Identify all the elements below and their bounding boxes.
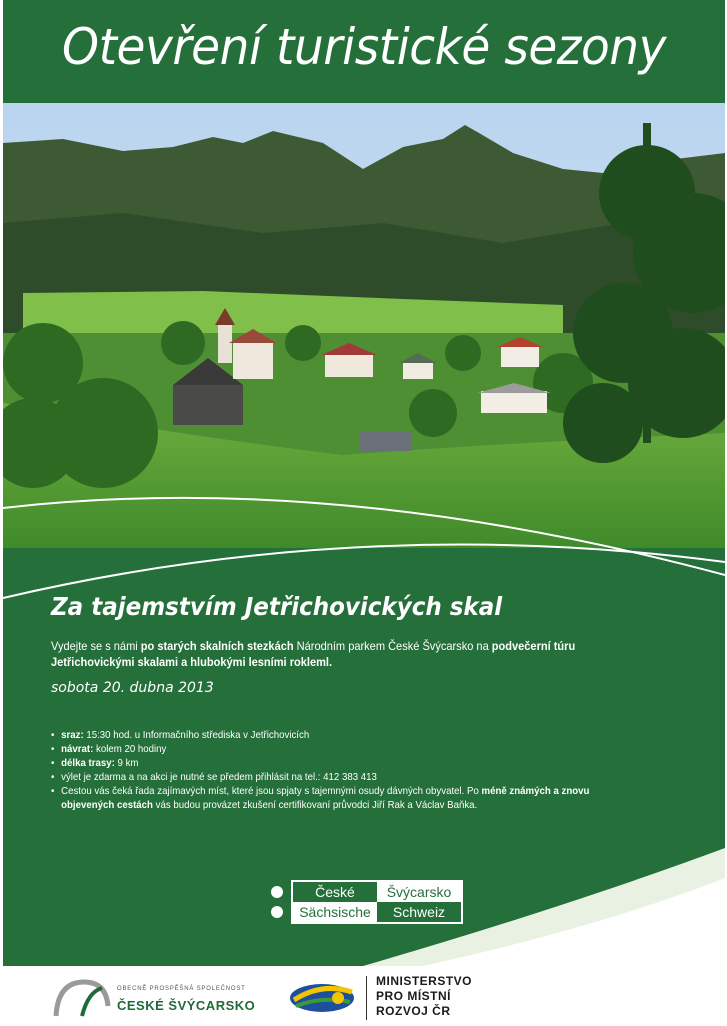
detail-label: sraz:: [61, 729, 84, 741]
event-section: [3, 548, 725, 966]
intro-part-bold: podvečerní túru Jetřichovickými skalami a hlubokými lesními rokleml.: [51, 639, 576, 669]
brand-name-grid: [291, 880, 463, 924]
eu-cohesion-icon: [288, 978, 358, 1018]
detail-text: Cestou vás čeká řada zajímavých míst, které jsou spjaty s tajemnými osudy dávných obyvatel. Po: [61, 785, 482, 797]
brand-cell: České: [293, 882, 377, 902]
event-title: Za tajemstvím Jetřichovických skal: [51, 592, 503, 621]
ceske-svycarsko-brand-logo: [269, 878, 465, 926]
landscape-photo: [3, 103, 725, 548]
ceske-svycarsko-arch-icon: [52, 978, 112, 1018]
dot-icon: [271, 886, 283, 898]
detail-text: 15:30 hod. u Informačního střediska v Jetřichovicích: [83, 729, 310, 741]
brand-cell: Schweiz: [377, 902, 461, 922]
detail-text: vás budou provázet zkušení certifikovaní průvodci Jiří Rak a Václav Baňka.: [152, 799, 478, 811]
landscape-illustration: [3, 103, 725, 548]
detail-text: výlet je zdarma a na akci je nutné se předem přihlásit na tel.: 412 383 413: [61, 771, 377, 783]
ministry-name: [376, 974, 472, 1019]
event-date: sobota 20. dubna 2013: [51, 680, 214, 696]
detail-label: délka trasy:: [61, 757, 115, 769]
poster-title: Otevření turistické sezony: [62, 18, 666, 76]
detail-bold: méně známých a znovu objevených cestách: [61, 785, 590, 811]
footer-org-name: ČESKÉ ŠVÝCARSKO: [117, 998, 256, 1013]
footer: [0, 966, 727, 1026]
detail-text: 9 km: [114, 757, 139, 769]
footer-org-label: OBECNĚ PROSPĚŠNÁ SPOLEČNOST: [117, 986, 246, 992]
ministry-line: PRO MÍSTNÍ: [376, 989, 452, 1003]
intro-part-bold: po starých skalních stezkách: [140, 639, 294, 653]
detail-text: kolem 20 hodiny: [93, 743, 167, 755]
footer-divider: [366, 976, 367, 1020]
intro-part: Vydejte se s námi: [51, 639, 141, 653]
ministry-line: ROZVOJ ČR: [376, 1004, 451, 1018]
detail-label: návrat:: [61, 743, 94, 755]
brand-cell: Sächsische: [293, 902, 377, 922]
ministry-line: MINISTERSTVO: [376, 974, 473, 988]
title-band: [3, 0, 725, 103]
poster: [3, 0, 725, 1026]
brand-cell: Švýcarsko: [377, 882, 461, 902]
dot-icon: [271, 906, 283, 918]
intro-part: Národním parkem České Švýcarsko na: [293, 639, 492, 653]
